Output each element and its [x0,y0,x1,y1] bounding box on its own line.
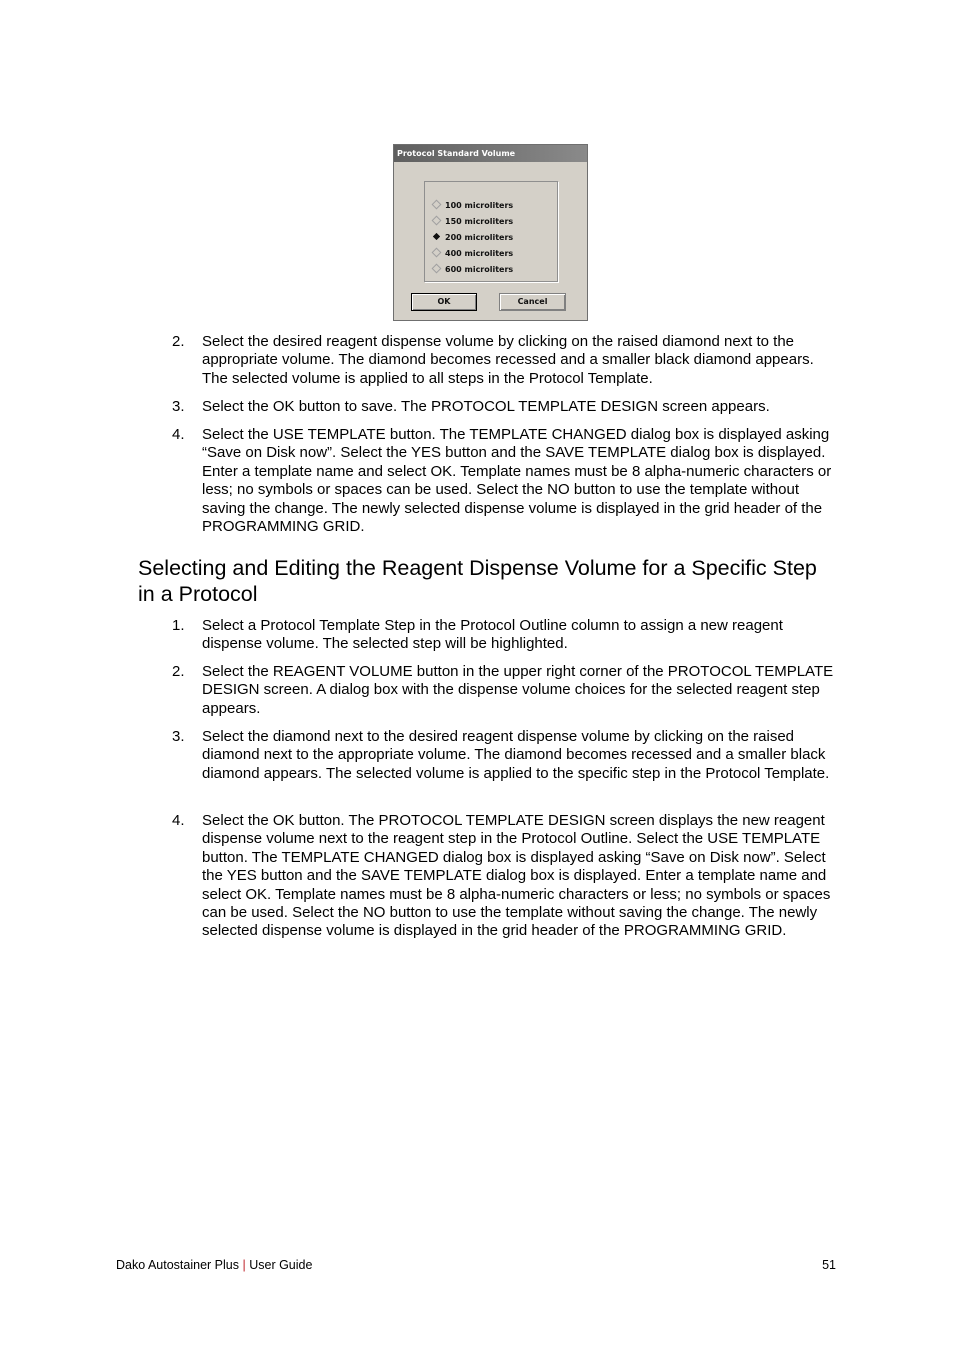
ok-button[interactable]: OK [411,293,477,311]
page-number: 51 [822,1258,836,1272]
volume-option[interactable] [433,263,513,277]
cancel-button[interactable]: Cancel [499,293,566,311]
list-text: Select the diamond next to the desired reagent dispense volume by clicking on the raised diamond next to the appropriate volume. The diamond becomes recessed and a smaller black diamond appears. The selected volume is applied to the specific step in the Protocol Template. [202,728,830,782]
list-text: Select the OK button. The PROTOCOL TEMPLATE DESIGN screen displays the new reagent dispense volume next to the reagent step in the Protocol Outline. Select the USE TEMPLATE button. The TEMPLATE CHANGED dialog box is displayed asking “Save on Disk now”. Select the YES button and the SAVE TEMPLATE dialog box is displayed. Enter a template name and select OK. Template names must be 8 alpha-numeric characters or less; no symbols or spaces can be used. Select the NO button to use the template without saving the change. The newly selected dispense volume is displayed in the grid header of the PROGRAMMING GRID. [202,812,831,940]
list-number: 3. [172,398,185,415]
list-number: 2. [172,663,185,680]
volume-option[interactable] [433,231,513,245]
volume-option[interactable] [433,199,513,213]
volume-option-label: 200 microliters [445,233,514,242]
list-number: 1. [172,617,185,634]
list-number: 2. [172,333,185,350]
diamond-radio-icon[interactable] [432,216,442,226]
list-text: Select the USE TEMPLATE button. The TEMPLATE CHANGED dialog box is displayed asking “Save on Disk now”. Select the YES button and the SAVE TEMPLATE dialog box is displayed. Enter a template name and select OK. Template names must be 8 alpha-numeric characters or less; no symbols or spaces can be used. Select the NO button to use the template without saving the change. The newly selected dispense volume is displayed in the grid header of the PROGRAMMING GRID. [202,426,832,536]
list-text: Select a Protocol Template Step in the Protocol Outline column to assign a new reagent dispense volume. The selected step will be highlighted. [202,617,783,653]
footer-title [116,1258,312,1272]
footer-doc: User Guide [249,1258,313,1272]
diamond-radio-selected-icon[interactable] [433,233,440,240]
list-text: Select the OK button to save. The PROTOCOL TEMPLATE DESIGN screen appears. [202,398,770,415]
protocol-standard-volume-dialog [393,144,588,321]
list-number: 4. [172,812,185,829]
volume-option-label: 400 microliters [445,249,514,258]
volume-options-group [424,181,558,282]
list-text: Select the desired reagent dispense volume by clicking on the raised diamond next to the appropriate volume. The diamond becomes recessed and a smaller black diamond appears. The selected volume is applied to all steps in the Protocol Template. [202,333,814,387]
volume-option-label: 150 microliters [445,217,514,226]
volume-option-label: 100 microliters [445,201,514,210]
volume-option-label: 600 microliters [445,265,514,274]
list-number: 3. [172,728,185,745]
volume-option[interactable] [433,247,513,261]
list-text: Select the REAGENT VOLUME button in the upper right corner of the PROTOCOL TEMPLATE DESIGN screen. A dialog box with the dispense volume choices for the selected reagent step appears. [202,663,834,717]
dialog-title: Protocol Standard Volume [394,145,587,162]
diamond-radio-icon[interactable] [432,200,442,210]
footer-separator: | [242,1258,246,1272]
diamond-radio-icon[interactable] [432,248,442,258]
list-number: 4. [172,426,185,443]
section-heading: Selecting and Editing the Reagent Dispense Volume for a Specific Step in a Protocol [138,556,817,606]
footer-product: Dako Autostainer Plus [116,1258,239,1272]
diamond-radio-icon[interactable] [432,264,442,274]
volume-option[interactable] [433,215,513,229]
